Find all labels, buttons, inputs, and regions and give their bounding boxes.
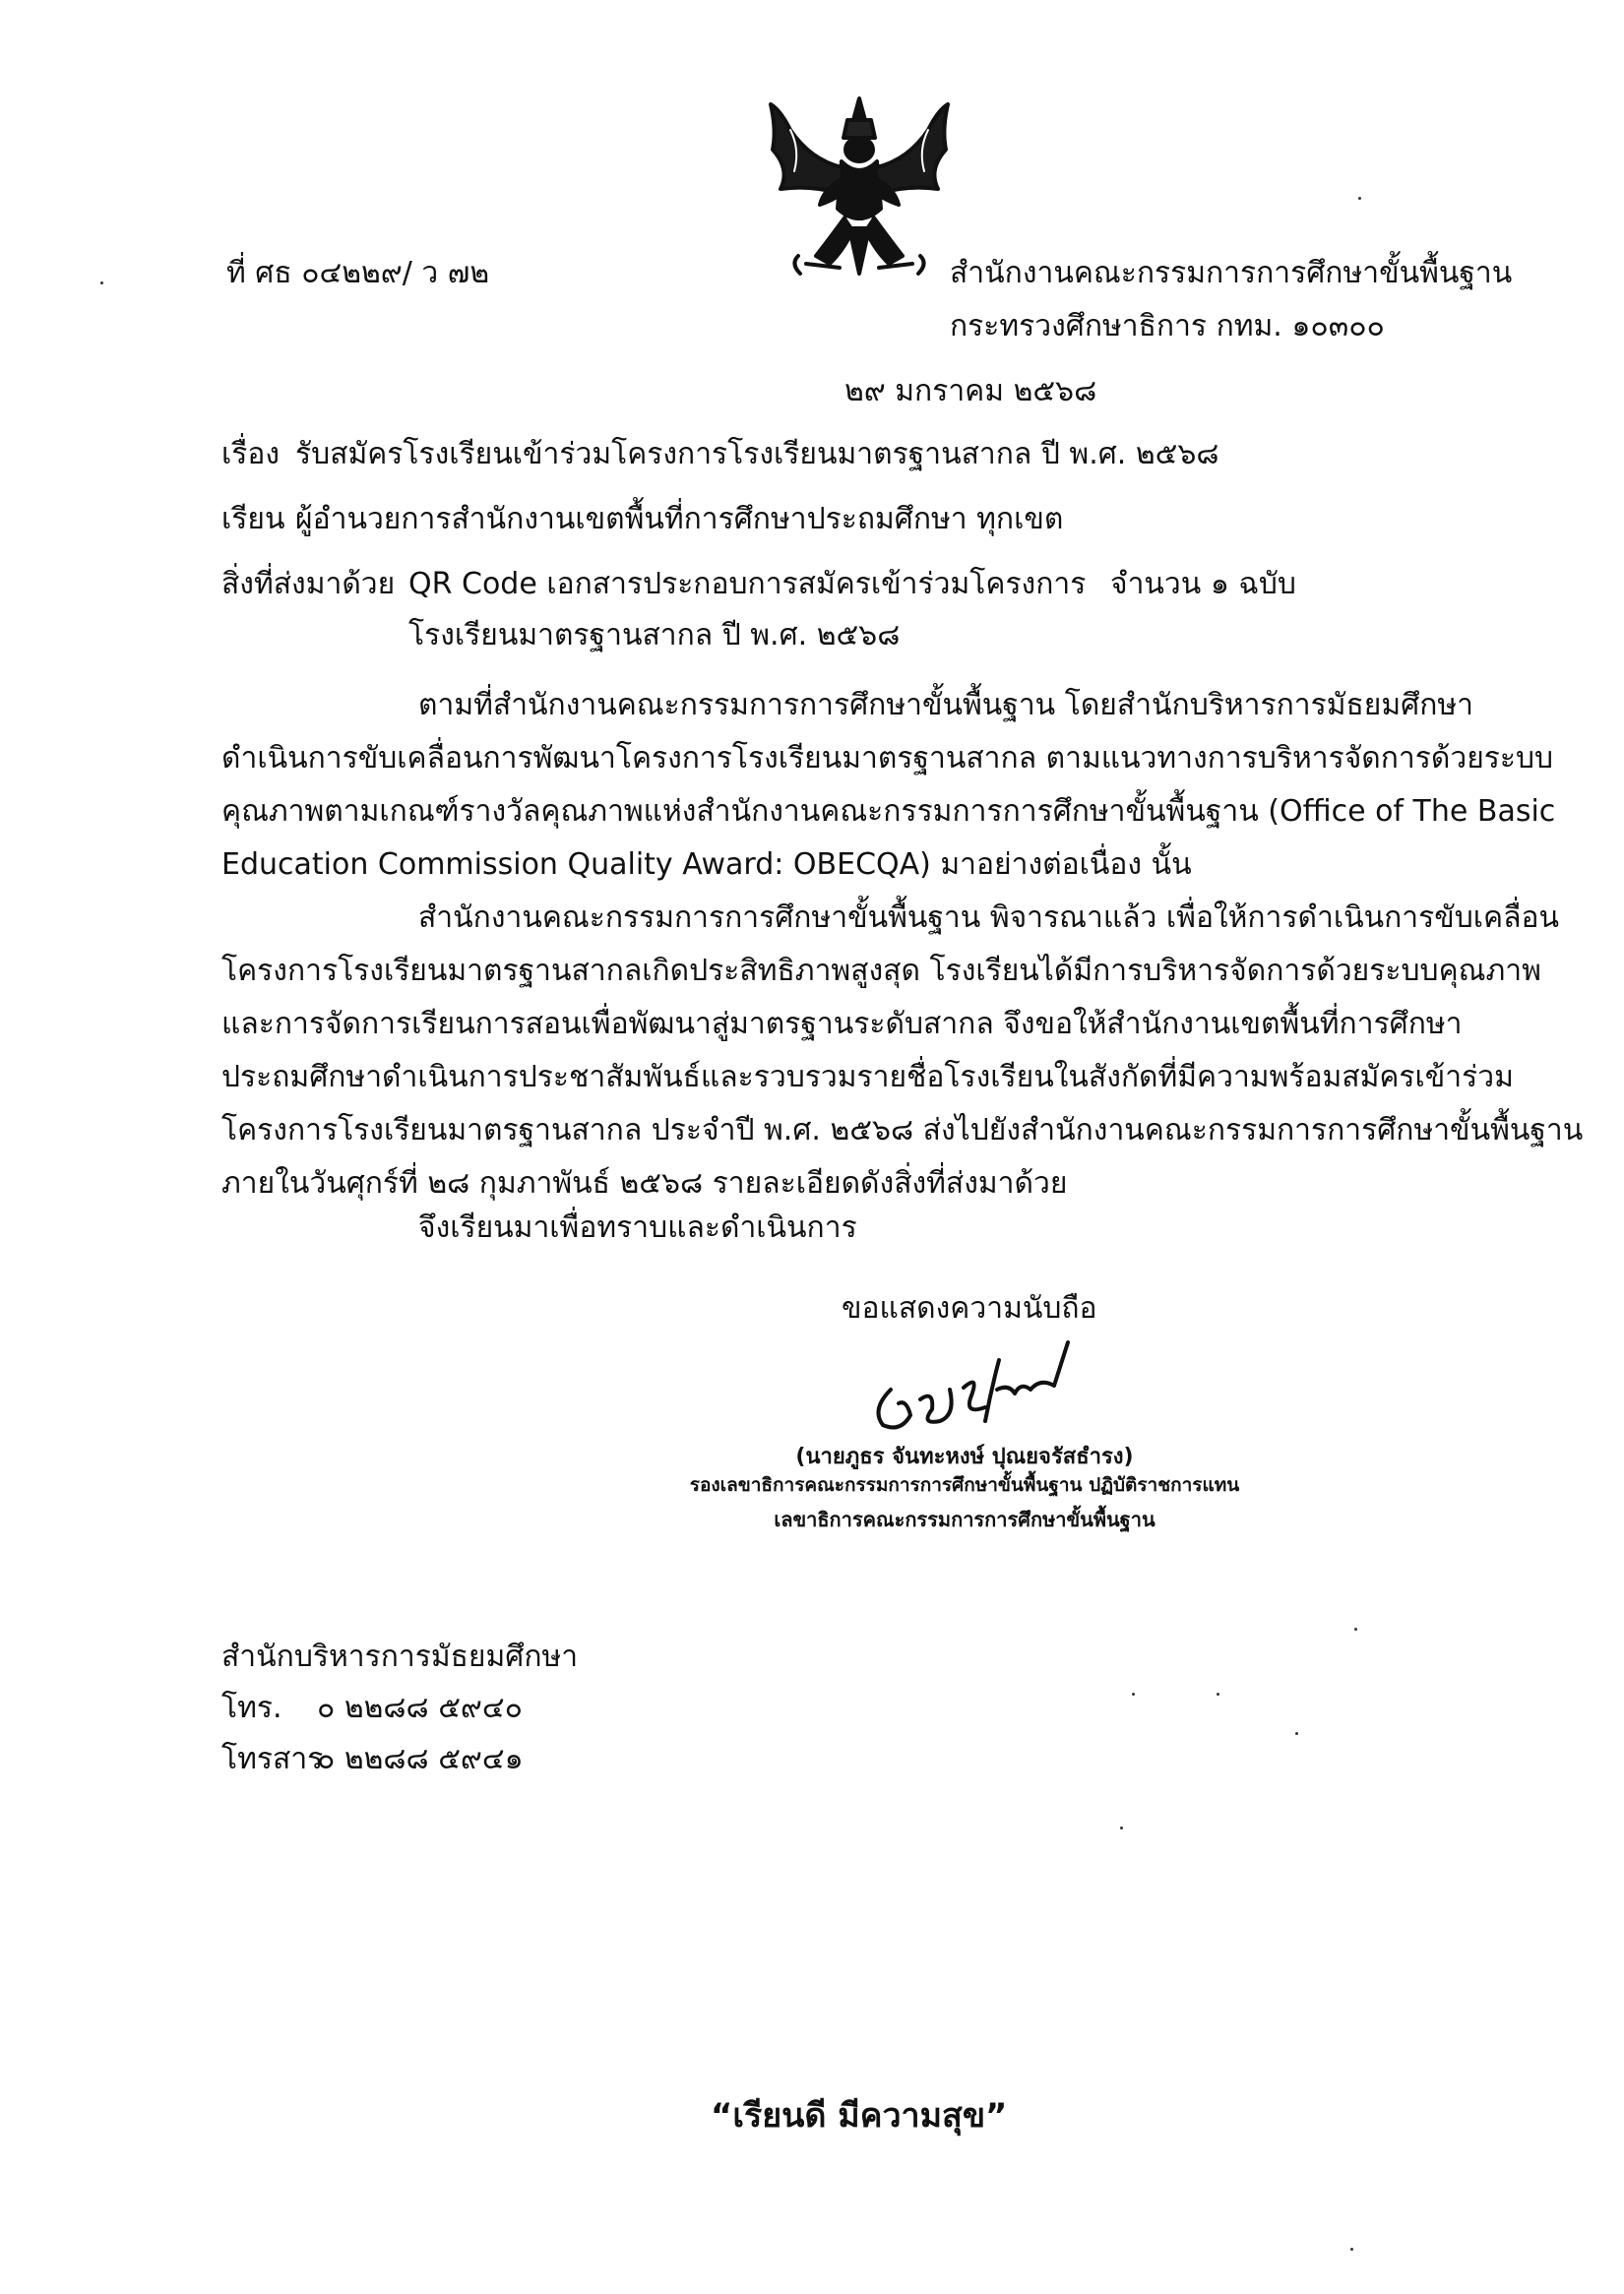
fax-number: ๐ ๒๒๘๘ ๕๙๔๑ (317, 1742, 524, 1776)
recipient-text: ผู้อำนวยการสำนักงานเขตพื้นที่การศึกษาประถมศึกษา ทุกเขต (295, 502, 1064, 536)
paragraph-line: คุณภาพตามเกณฑ์รางวัลคุณภาพแห่งสำนักงานคณะกรรมการการศึกษาขั้นพื้นฐาน (Office of The Basic (221, 794, 1556, 829)
signer-position-line1: รองเลขาธิการคณะกรรมการการศึกษาขั้นพื้นฐาน ปฏิบัติราชการแทน (689, 1474, 1240, 1496)
paragraph-line: ตามที่สำนักงานคณะกรรมการการศึกษาขั้นพื้นฐาน โดยสำนักบริหารการมัธยมศึกษา (418, 688, 1473, 722)
scan-speck (100, 281, 103, 284)
body-paragraph-1 (221, 679, 1556, 892)
scan-speck (1358, 197, 1361, 200)
enclosure-count: จำนวน ๑ ฉบับ (1110, 567, 1296, 601)
signer-position-line2: เลขาธิการคณะกรรมการการศึกษาขั้นพื้นฐาน (774, 1508, 1156, 1531)
scan-speck (1350, 2248, 1353, 2251)
paragraph-line: Education Commission Quality Award: OBECQA) มาอย่างต่อเนื่อง นั้น (221, 847, 1192, 882)
paragraph-line: โครงการโรงเรียนมาตรฐานสากลเกิดประสิทธิภาพสูงสุด โรงเรียนได้มีการบริหารจัดการด้วยระบบคุณภาพ (221, 954, 1541, 988)
subject-label: เรื่อง (221, 437, 281, 471)
paragraph-line: ดำเนินการขับเคลื่อนการพัฒนาโครงการโรงเรียนมาตรฐานสากล ตามแนวทางการบริหารจัดการด้วยระบบ (221, 741, 1554, 775)
reference-number: ที่ ศธ ๐๔๒๒๙/ ว ๗๒ (226, 256, 490, 290)
signer-name: (นายภูธร จันทะหงษ์ ปุณยจรัสธำรง) (795, 1445, 1134, 1469)
body-paragraph-2 (221, 892, 1584, 1210)
closing-request: จึงเรียนมาเพื่อทราบและดำเนินการ (418, 1210, 857, 1245)
paragraph-line: โครงการโรงเรียนมาตรฐานสากล ประจำปี พ.ศ. ๒๕๖๘ ส่งไปยังสำนักงานคณะกรรมการการศึกษาขั้นพื้นฐาน (221, 1113, 1584, 1147)
paragraph-line: ภายในวันศุกร์ที่ ๒๘ กุมภาพันธ์ ๒๕๖๘ รายละเอียดดังสิ่งที่ส่งมาด้วย (221, 1166, 1068, 1201)
scan-speck (1120, 1827, 1123, 1829)
scan-speck (1217, 1693, 1219, 1696)
contact-department: สำนักบริหารการมัธยมศึกษา (221, 1640, 579, 1674)
letter-date: ๒๙ มกราคม ๒๕๖๘ (844, 374, 1097, 408)
enclosure-line1: QR Code เอกสารประกอบการสมัครเข้าร่วมโครงการ (408, 567, 1087, 601)
scan-speck (1354, 1628, 1357, 1631)
fax-label: โทรสาร (221, 1742, 324, 1776)
paragraph-line: ประถมศึกษาดำเนินการประชาสัมพันธ์และรวบรวมรายชื่อโรงเรียนในสังกัดที่มีความพร้อมสมัครเข้าร่วม (221, 1060, 1514, 1094)
subject-text: รับสมัครโรงเรียนเข้าร่วมโครงการโรงเรียนมาตรฐานสากล ปี พ.ศ. ๒๕๖๘ (295, 437, 1219, 471)
paragraph-line: สำนักงานคณะกรรมการการศึกษาขั้นพื้นฐาน พิจารณาแล้ว เพื่อให้การดำเนินการขับเคลื่อน (418, 900, 1560, 935)
enclosure-line2: โรงเรียนมาตรฐานสากล ปี พ.ศ. ๒๕๖๘ (408, 618, 901, 652)
phone-number: ๐ ๒๒๘๘ ๕๙๔๐ (317, 1691, 523, 1725)
enclosure-label: สิ่งที่ส่งมาด้วย (221, 567, 396, 601)
slogan: “เรียนดี มีความสุข” (711, 2096, 1008, 2136)
handwritten-signature (861, 1331, 1078, 1439)
paragraph-line: และการจัดการเรียนการสอนเพื่อพัฒนาสู่มาตรฐานระดับสากล จึงขอให้สำนักงานเขตพื้นที่การศึกษา (221, 1007, 1463, 1041)
garuda-emblem-icon (751, 91, 968, 287)
office-name: สำนักงานคณะกรรมการการศึกษาขั้นพื้นฐาน (950, 256, 1513, 290)
scan-speck (1295, 1732, 1298, 1735)
closing-salutation: ขอแสดงความนับถือ (842, 1291, 1097, 1326)
office-address: กระทรวงศึกษาธิการ กทม. ๑๐๓๐๐ (950, 309, 1385, 343)
phone-label: โทร. (221, 1691, 282, 1725)
scan-speck (1132, 1693, 1135, 1696)
recipient-label: เรียน (221, 502, 285, 536)
